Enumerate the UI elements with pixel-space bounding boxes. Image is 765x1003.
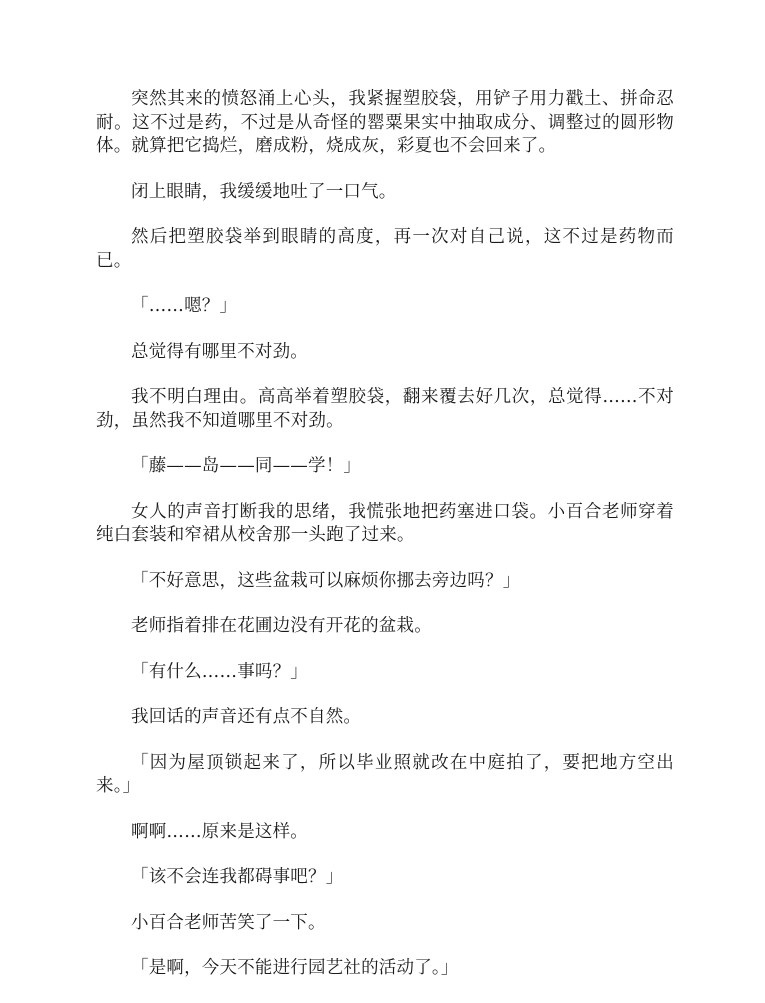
paragraph-4: 「……嗯？」 [131, 296, 238, 316]
paragraph-8: 女人的声音打断我的思绪，我慌张地把药塞进口袋。小百合老师穿着纯白套装和窄裙从校舍那一头跑了过来。 [96, 501, 674, 545]
paragraph-13: 「因为屋顶锁起来了，所以毕业照就改在中庭拍了，要把地方空出来。」 [96, 752, 674, 796]
paragraph-15: 「该不会连我都碍事吧？」 [131, 867, 344, 887]
paragraph-1: 突然其来的愤怒涌上心头，我紧握塑胶袋，用铲子用力戳土、拼命忍耐。这不过是药，不过是从奇怪的罂粟果实中抽取成分、调整过的圆形物体。就算把它捣烂，磨成粉，烧成灰，彩夏也不会回来了。 [96, 89, 674, 156]
paragraph-17: 「是啊，今天不能进行园艺社的活动了。」 [131, 958, 459, 978]
paragraph-10: 老师指着排在花圃边没有开花的盆栽。 [131, 616, 432, 636]
paragraph-16: 小百合老师苦笑了一下。 [131, 912, 326, 933]
paragraph-14: 啊啊……原来是这样。 [131, 821, 308, 842]
paragraph-2: 闭上眼睛，我缓缓地吐了一口气。 [131, 181, 397, 202]
paragraph-7: 「藤——岛——同——学！」 [131, 456, 362, 476]
paragraph-12: 我回话的声音还有点不自然。 [131, 707, 362, 727]
paragraph-9: 「不好意思，这些盆栽可以麻烦你挪去旁边吗？」 [131, 570, 521, 591]
paragraph-3: 然后把塑胶袋举到眼睛的高度，再一次对自己说，这不过是药物而已。 [96, 227, 674, 271]
paragraph-11: 「有什么……事吗？」 [131, 661, 308, 682]
document-page [96, 88, 674, 1003]
paragraph-5: 总觉得有哪里不对劲。 [131, 341, 308, 362]
paragraph-6: 我不明白理由。高高举着塑胶袋，翻来覆去好几次，总觉得……不对劲，虽然我不知道哪里不对劲。 [96, 387, 674, 431]
